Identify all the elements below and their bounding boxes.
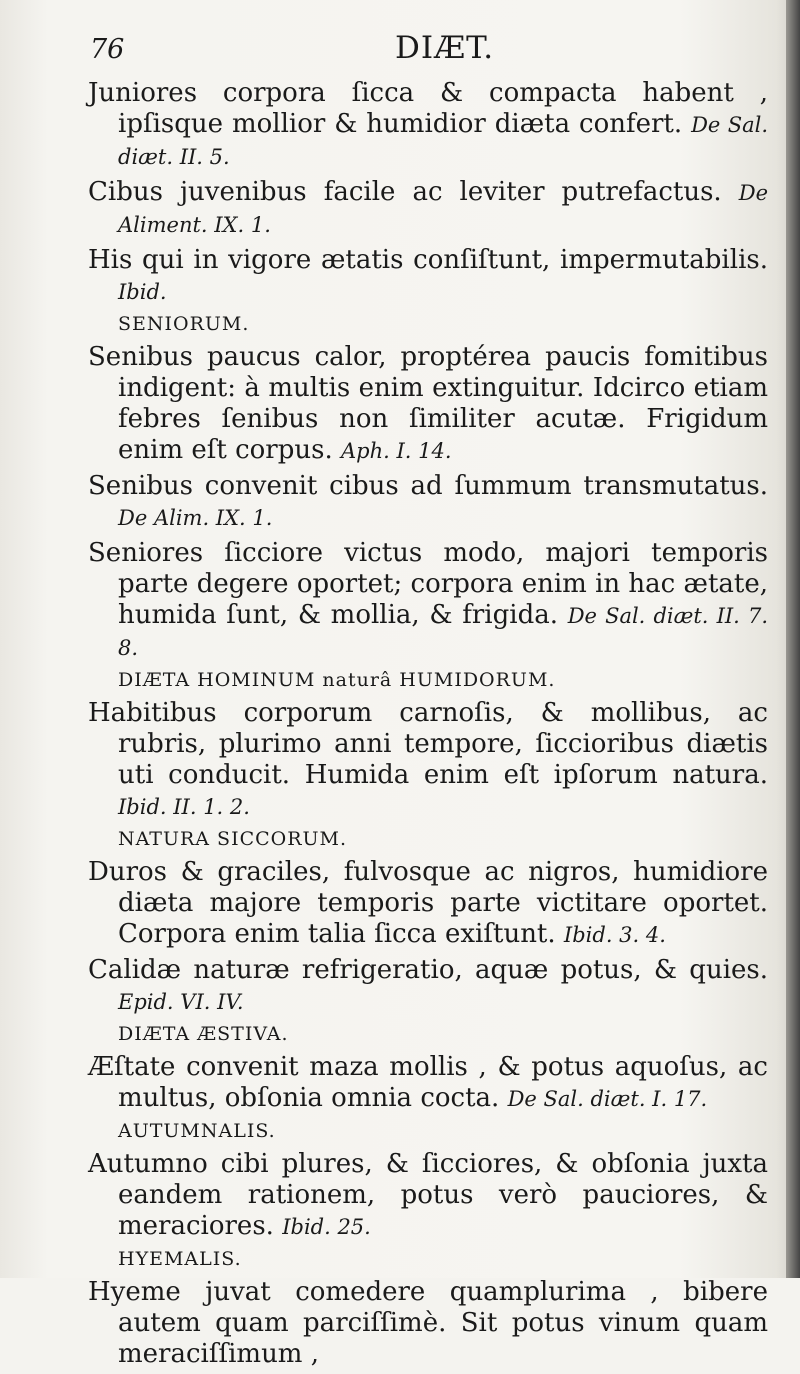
section-heading: NATURA SICCORUM. [118, 828, 348, 850]
paragraph [88, 471, 768, 534]
citation-reference: Ibid. [118, 280, 167, 304]
paragraph [88, 955, 768, 1018]
body-text [88, 78, 768, 1374]
paragraph-text: Senibus convenit cibus ad ſummum transmutatus. [88, 471, 768, 501]
paragraph-text: Calidæ naturæ refrigeratio, aquæ potus, & quies. [88, 955, 768, 985]
section-heading: AUTUMNALIS. [118, 1120, 276, 1142]
citation-reference: De Aliment. IX. 1. [118, 181, 769, 237]
paragraph-text: Juniores corpora ſicca & compacta habent , ipſisque mollior & humidior diæta confert. [88, 78, 768, 139]
citation-reference: Epid. VI. IV. [118, 990, 244, 1014]
page-header [90, 30, 750, 70]
paragraph-text: Habitibus corporum carnoſis, & mollibus, ac rubris, plurimo anni tempore, ſiccioribus diætis uti conducit. Humida enim eſt ipſorum natura. [88, 698, 768, 790]
page-edge-shadow [786, 0, 800, 1278]
paragraph-text: Æſtate convenit maza mollis , & potus aquoſus, ac multus, obſonia omnia cocta. [88, 1052, 768, 1113]
paragraph [88, 698, 768, 823]
paragraph-text: Cibus juvenibus facile ac leviter putrefactus. [88, 177, 722, 207]
citation-reference: Ibid. 25. [282, 1215, 371, 1239]
paragraph [88, 342, 768, 467]
paragraph-text: Autumno cibi plures, & ſicciores, & obſonia juxta eandem rationem, potus verò pauciores, & meraciores. [88, 1149, 768, 1241]
running-title: DIÆT. [395, 30, 495, 66]
paragraph [88, 857, 768, 951]
paragraph-text: Senibus paucus calor, proptérea paucis fomitibus indigent: à multis enim extinguitur. Idcirco etiam febres ſenibus non ſimiliter acutæ. Frigidum enim eſt corpus. [88, 342, 768, 465]
section-heading: DIÆTA ÆSTIVA. [118, 1023, 289, 1045]
paragraph [88, 1277, 768, 1370]
citation-reference: Aph. I. 14. [341, 439, 452, 463]
section-heading: HYEMALIS. [118, 1248, 242, 1270]
section-heading: DIÆTA HOMINUM naturâ HUMIDORUM. [118, 669, 556, 691]
page-number: 76 [90, 34, 125, 65]
citation-reference: Ibid. II. 1. 2. [118, 795, 250, 819]
paragraph-text: Seniores ſicciore victus modo, majori temporis parte degere oportet; corpora enim in hac ætate, humida ſunt, & mollia, & frigida. [88, 538, 768, 630]
paragraph [88, 1149, 768, 1243]
paragraph-text: Hyeme juvat comedere quamplurima , bibere autem quam parciſſimè. Sit potus vinum quam meraciſſimum , [88, 1277, 768, 1369]
paragraph [88, 245, 768, 308]
paragraph-text: Duros & graciles, fulvosque ac nigros, humidiore diæta majore temporis parte victitare oportet. Corpora enim talia ſicca exiſtunt. [88, 857, 768, 949]
paragraph [88, 78, 768, 173]
paragraph [88, 177, 768, 241]
section-heading: SENIORUM. [118, 313, 250, 335]
paragraph [88, 538, 768, 664]
citation-reference: De Sal. diæt. II. 7. 8. [118, 604, 769, 660]
citation-reference: Ibid. 3. 4. [563, 923, 666, 947]
citation-reference: De Sal. diæt. II. 5. [118, 113, 768, 169]
citation-reference: De Alim. IX. 1. [118, 506, 273, 530]
citation-reference: De Sal. diæt. I. 17. [507, 1087, 708, 1111]
paragraph [88, 1052, 768, 1115]
paragraph-text: His qui in vigore ætatis conſiſtunt, impermutabilis. [88, 245, 768, 275]
